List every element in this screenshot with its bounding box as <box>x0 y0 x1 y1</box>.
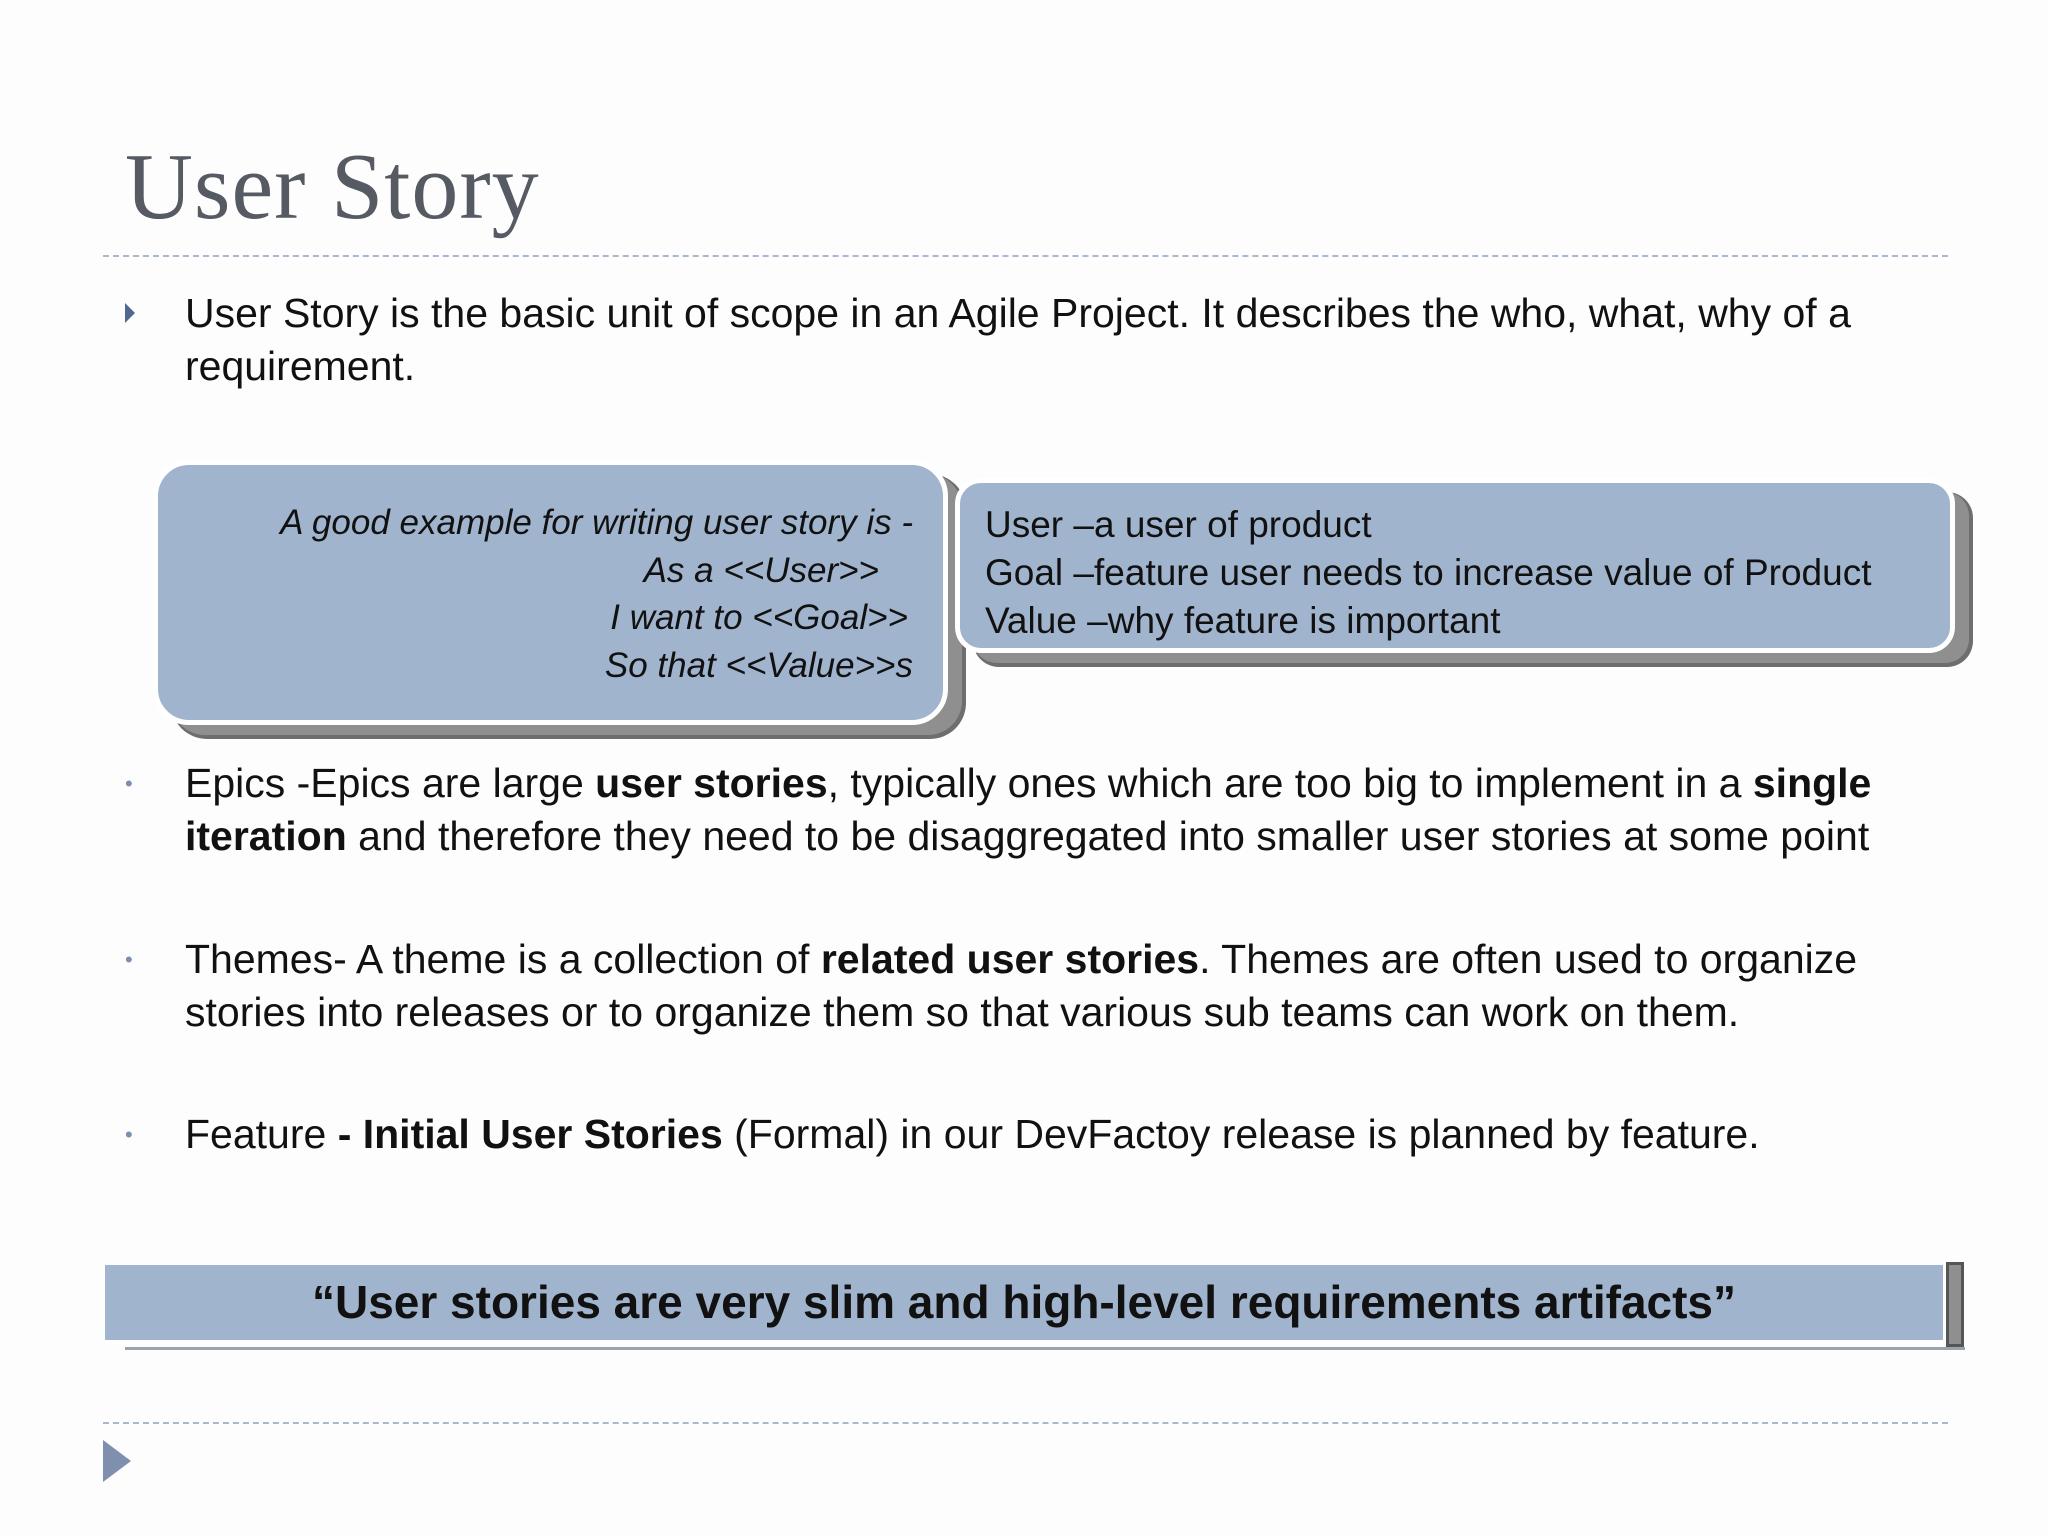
themes-suffix: . Themes are often used to organize stories into releases or to organize them so that various sub teams can work on them. <box>185 936 1858 1035</box>
themes-text <box>185 933 1930 1039</box>
next-slide-arrow-icon[interactable] <box>103 1440 131 1482</box>
epics-bold-user-stories: user stories <box>595 760 828 806</box>
slide-title: User Story <box>125 135 540 239</box>
example-line-3: I want to <<Goal>> <box>610 598 908 637</box>
example-line-1: A good example for writing user story is - <box>280 503 913 542</box>
definitions-box <box>955 478 1955 653</box>
feature-suffix: (Formal) in our DevFactoy release is planned by feature. <box>722 1111 1760 1157</box>
definition-goal: Goal –feature user needs to increase value of Product <box>985 552 1872 593</box>
quote-banner <box>105 1265 1943 1344</box>
feature-bold: - Initial User Stories <box>337 1111 723 1157</box>
triangle-bullet-icon <box>125 287 155 323</box>
epics-bold-single-iteration: single iteration <box>185 760 1872 859</box>
themes-prefix: Themes- A theme is a collection of <box>185 936 821 982</box>
title-divider <box>103 255 1948 257</box>
feature-text <box>185 1108 1930 1161</box>
definition-user: User –a user of product <box>985 504 1372 545</box>
themes-bold: related user stories <box>820 936 1200 982</box>
example-line-4: So that <<Value>>s <box>604 645 913 685</box>
epics-text <box>185 757 1930 863</box>
dot-bullet-icon: • <box>125 771 133 796</box>
dot-bullet-icon: • <box>125 947 133 972</box>
epics-mid: , typically ones which are too big to implement in a <box>827 760 1753 806</box>
quote-text: “User stories are very slim and high-level requirements artifacts” <box>311 1276 1737 1328</box>
intro-bullet <box>125 287 1930 407</box>
intro-text: User Story is the basic unit of scope in an Agile Project. It describes the who, what, why of a requirement. <box>185 290 1851 389</box>
definition-value: Value –why feature is important <box>985 600 1501 641</box>
banner-underline <box>125 1347 1965 1350</box>
dot-bullet-icon: • <box>125 1122 133 1147</box>
example-box <box>153 460 948 725</box>
themes-bullet <box>125 933 1930 1098</box>
epics-suffix: and therefore they need to be disaggregated into smaller user stories at some point <box>346 813 1870 859</box>
example-line-2: As a <<User>> <box>643 550 879 590</box>
feature-prefix: Feature <box>185 1111 338 1157</box>
footer-divider <box>103 1422 1948 1424</box>
epics-prefix: Epics -Epics are large <box>185 760 596 806</box>
banner-shadow <box>1946 1262 1964 1347</box>
epics-bullet <box>125 757 1930 922</box>
feature-bullet <box>125 1108 1930 1168</box>
